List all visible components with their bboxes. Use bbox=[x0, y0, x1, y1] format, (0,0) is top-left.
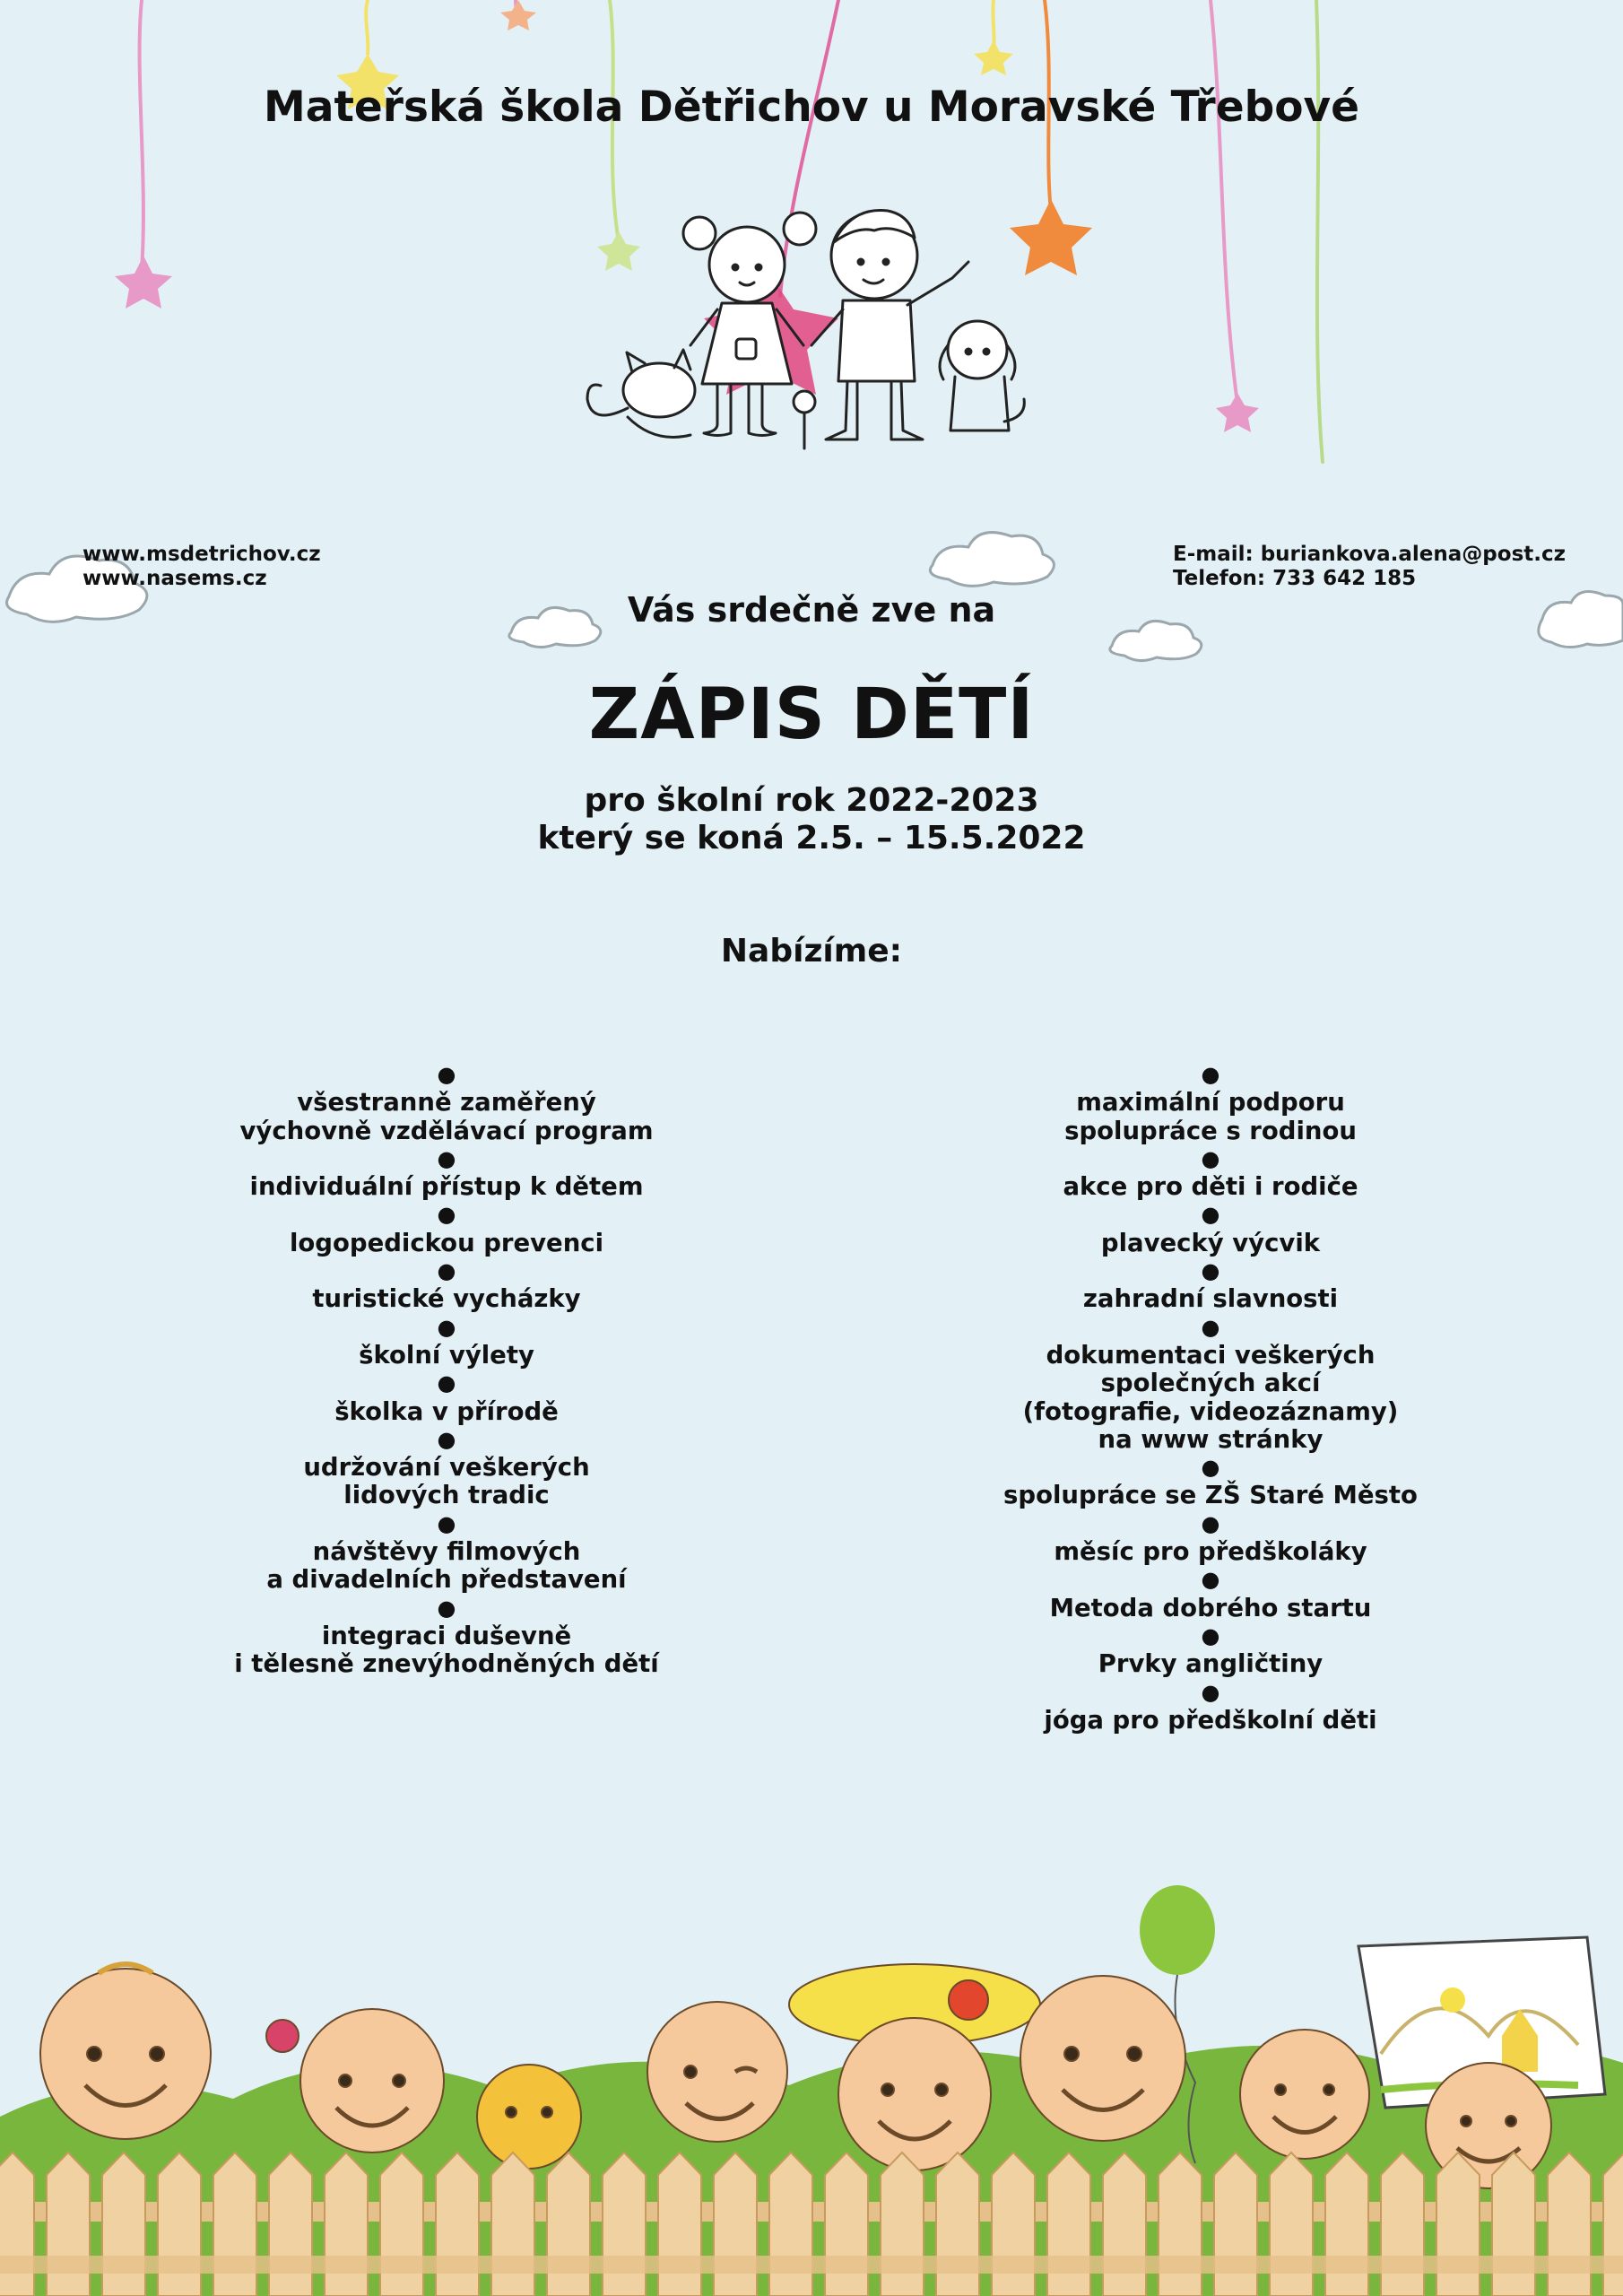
fence-picket bbox=[213, 2152, 256, 2296]
offer-text: i tělesně znevýhodněných dětí bbox=[234, 1649, 659, 1679]
fence-picket bbox=[0, 2152, 34, 2296]
offer-item bbox=[195, 1595, 698, 1679]
offer-text: školka v přírodě bbox=[334, 1396, 559, 1426]
offer-text: jóga pro předškolní děti bbox=[1044, 1705, 1377, 1735]
hanging-star-icon bbox=[974, 40, 1013, 75]
hanging-star-icon bbox=[1010, 199, 1092, 275]
offer-text: zahradní slavnosti bbox=[1082, 1284, 1339, 1314]
offer-text: logopedickou prevenci bbox=[289, 1228, 604, 1257]
fence-picket bbox=[1214, 2152, 1257, 2296]
fence-picket bbox=[881, 2152, 924, 2296]
cloud-icon bbox=[930, 533, 1054, 587]
offer-item bbox=[195, 1257, 698, 1314]
bullet-icon: ● bbox=[437, 1062, 456, 1087]
bullet-icon: ● bbox=[437, 1145, 456, 1171]
fence-picket bbox=[1047, 2152, 1090, 2296]
bullet-icon: ● bbox=[1201, 1679, 1220, 1705]
bullet-icon: ● bbox=[1201, 1510, 1220, 1536]
bullet-icon: ● bbox=[1201, 1622, 1220, 1648]
bullet-icon: ● bbox=[1201, 1258, 1220, 1284]
bullet-icon: ● bbox=[437, 1314, 456, 1340]
offer-text: plavecký výcvik bbox=[1100, 1228, 1321, 1257]
offer-text: všestranně zaměřený bbox=[297, 1088, 596, 1118]
offer-text: (fotografie, videozáznamy) bbox=[1022, 1396, 1399, 1426]
offer-item bbox=[959, 1510, 1462, 1567]
bullet-icon: ● bbox=[1201, 1062, 1220, 1087]
fence-picket bbox=[1270, 2152, 1313, 2296]
fence-picket bbox=[992, 2152, 1035, 2296]
fence-picket bbox=[1381, 2152, 1424, 2296]
bullet-icon: ● bbox=[437, 1202, 456, 1228]
fence-picket bbox=[658, 2152, 701, 2296]
offer-item bbox=[195, 1370, 698, 1426]
fence-picket bbox=[325, 2152, 368, 2296]
fence-picket bbox=[1548, 2152, 1591, 2296]
offer-text: návštěvy filmových bbox=[312, 1537, 581, 1567]
bullet-icon: ● bbox=[437, 1426, 456, 1452]
hanging-star-icon bbox=[115, 256, 172, 309]
hanging-star-icon bbox=[597, 231, 640, 271]
fence-picket bbox=[1492, 2152, 1535, 2296]
offer-item bbox=[195, 1145, 698, 1202]
offers-list-right bbox=[959, 1061, 1462, 1735]
offer-text: společných akcí bbox=[1100, 1369, 1321, 1398]
fence-picket bbox=[936, 2152, 979, 2296]
fence-picket bbox=[603, 2152, 646, 2296]
offer-text: lidových tradic bbox=[343, 1481, 550, 1510]
offer-item bbox=[959, 1257, 1462, 1314]
bullet-icon: ● bbox=[437, 1258, 456, 1284]
offers-heading: Nabízíme: bbox=[720, 933, 903, 970]
fence-picket bbox=[47, 2152, 90, 2296]
offer-text: a divadelních představení bbox=[266, 1565, 627, 1595]
offer-item bbox=[195, 1314, 698, 1370]
fence-picket bbox=[269, 2152, 312, 2296]
offer-item bbox=[959, 1145, 1462, 1202]
bullet-icon: ● bbox=[1201, 1314, 1220, 1340]
offer-text: maximální podporu bbox=[1076, 1088, 1345, 1118]
offer-text: udržování veškerých bbox=[303, 1453, 590, 1483]
offer-text: turistické vycházky bbox=[312, 1284, 581, 1314]
offer-text: integraci duševně bbox=[321, 1621, 572, 1650]
fence-picket bbox=[491, 2152, 534, 2296]
fence-picket bbox=[436, 2152, 479, 2296]
offer-text: na www stránky bbox=[1098, 1424, 1324, 1454]
offer-text: dokumentaci veškerých bbox=[1046, 1340, 1376, 1370]
web-link-primary[interactable]: www.msdetrichov.cz bbox=[82, 543, 321, 566]
enrollment-dates-line: který se koná 2.5. – 15.5.2022 bbox=[537, 820, 1086, 857]
offer-item bbox=[959, 1454, 1462, 1510]
offer-item bbox=[195, 1201, 698, 1257]
contact-info bbox=[1173, 543, 1566, 591]
fence-picket bbox=[769, 2152, 812, 2296]
fence-picket bbox=[1325, 2152, 1368, 2296]
children-drawing bbox=[587, 210, 1024, 448]
bottom-decoration bbox=[0, 1848, 1623, 2296]
fence-picket bbox=[380, 2152, 423, 2296]
offer-item bbox=[959, 1061, 1462, 1145]
fence-picket bbox=[547, 2152, 590, 2296]
offer-item bbox=[195, 1426, 698, 1510]
fence-picket bbox=[1436, 2152, 1480, 2296]
email-contact[interactable]: E-mail: buriankova.alena@post.cz bbox=[1173, 543, 1567, 566]
fence-picket bbox=[714, 2152, 757, 2296]
offer-item bbox=[959, 1201, 1462, 1257]
offer-item bbox=[959, 1314, 1462, 1454]
offer-text: Prvky angličtiny bbox=[1098, 1649, 1324, 1679]
fence-picket bbox=[1603, 2152, 1623, 2296]
fence-picket bbox=[825, 2152, 868, 2296]
hanging-star-icon bbox=[1216, 393, 1259, 432]
bullet-icon: ● bbox=[1201, 1145, 1220, 1171]
offer-text: školní výlety bbox=[359, 1340, 534, 1370]
web-link-secondary[interactable]: www.nasems.cz bbox=[82, 567, 267, 590]
school-year-line: pro školní rok 2022-2023 bbox=[584, 782, 1039, 819]
bullet-icon: ● bbox=[1201, 1455, 1220, 1481]
offer-text: spolupráce s rodinou bbox=[1064, 1116, 1357, 1145]
offer-text: spolupráce se ZŠ Staré Město bbox=[1003, 1481, 1418, 1510]
offer-text: měsíc pro předškoláky bbox=[1054, 1537, 1367, 1567]
offer-text: Metoda dobrého startu bbox=[1049, 1593, 1372, 1622]
offer-item bbox=[195, 1510, 698, 1595]
bullet-icon: ● bbox=[437, 1370, 456, 1396]
offer-text: individuální přístup k dětem bbox=[249, 1172, 644, 1202]
fence-picket bbox=[102, 2152, 145, 2296]
offer-text: výchovně vzdělávací program bbox=[239, 1116, 654, 1145]
offer-item bbox=[959, 1622, 1462, 1679]
fence-rail bbox=[0, 2256, 1623, 2274]
bullet-icon: ● bbox=[1201, 1202, 1220, 1228]
offer-item bbox=[195, 1061, 698, 1145]
school-title: Mateřská škola Dětřichov u Moravské Třebové bbox=[263, 83, 1360, 132]
offer-item bbox=[959, 1679, 1462, 1735]
invite-line: Vás srdečně zve na bbox=[627, 590, 996, 630]
offer-text: akce pro děti i rodiče bbox=[1063, 1172, 1358, 1202]
bullet-icon: ● bbox=[437, 1595, 456, 1621]
offer-item bbox=[959, 1566, 1462, 1622]
phone-contact: Telefon: 733 642 185 bbox=[1173, 567, 1417, 590]
main-title: ZÁPIS DĚTÍ bbox=[588, 674, 1035, 755]
bullet-icon: ● bbox=[1201, 1567, 1220, 1593]
hanging-star-icon bbox=[500, 0, 536, 30]
fence-picket bbox=[158, 2152, 201, 2296]
web-links bbox=[82, 543, 321, 591]
offers-list-left bbox=[195, 1061, 698, 1679]
bullet-icon: ● bbox=[437, 1510, 456, 1536]
fence-picket bbox=[1103, 2152, 1146, 2296]
fence-picket bbox=[1159, 2152, 1202, 2296]
